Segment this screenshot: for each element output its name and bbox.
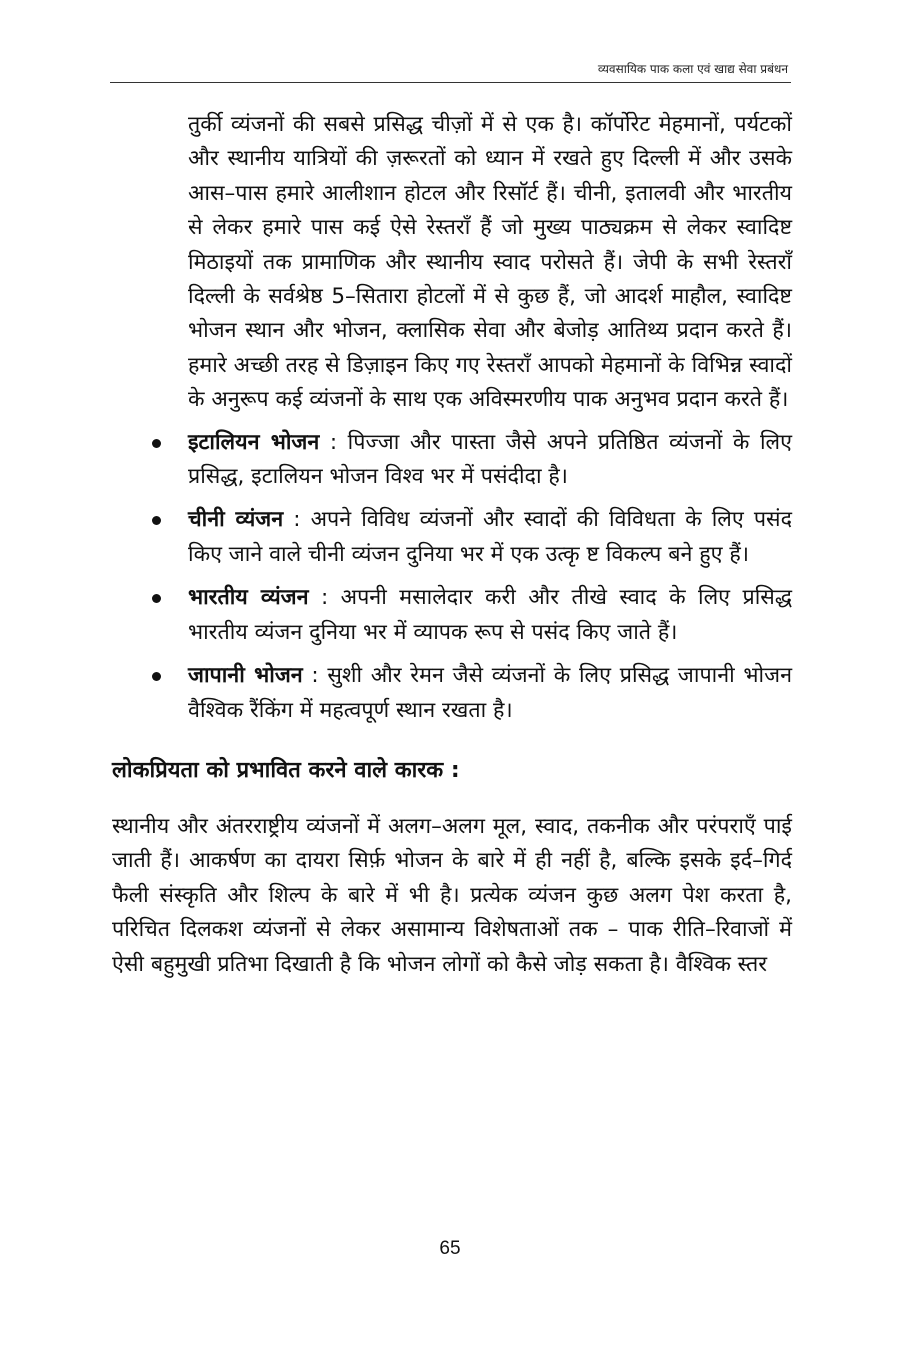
section-heading: लोकप्रियता को प्रभावित करने वाले कारक : (112, 757, 460, 783)
page-number: 65 (439, 1238, 461, 1259)
bullet-term: चीनी व्यंजन (188, 507, 284, 533)
bullet-dot-icon (152, 594, 161, 603)
list-item (112, 503, 792, 572)
bullet-dot-icon (152, 672, 161, 681)
bullet-dot-icon (152, 439, 161, 448)
bullet-text: : अपनी मसालेदार करी और तीखे स्वाद के लिए प्रसिद्ध भारतीय व्यंजन दुनिया भर में व्यापक रूप से पसंद किए जाते हैं। (188, 585, 792, 645)
list-item (112, 581, 792, 650)
bullet-text: : सुशी और रेमन जैसे व्यंजनों के लिए प्रसिद्ध जापानी भोजन वैश्विक रैंकिंग में महत्वपूर्ण स्थान रखता है। (188, 663, 793, 723)
bullet-text: : अपने विविध व्यंजनों और स्वादों की विविधता के लिए पसंद किए जाने वाले चीनी व्यंजन दुनिया भर में एक उत्कृ ष्ट विकल्प बने हुए हैं। (188, 507, 792, 567)
list-item (112, 659, 792, 728)
intro-paragraph: तुर्की व्यंजनों की सबसे प्रसिद्ध चीज़ों में से एक है। कॉर्पोरेट मेहमानों, पर्यटकों और स्थानीय यात्रियों की ज़रूरतों को ध्यान में रखते हुए दिल्ली में और उसके आस–पास हमारे आलीशान होटल और रिसॉर्ट हैं। चीनी, इतालवी और भारतीय से लेकर हमारे पास कई ऐसे रेस्तराँ हैं जो मुख्य पाठ्यक्रम से लेकर स्वादिष्ट मिठाइयों तक प्रामाणिक और स्थानीय स्वाद परोसते हैं। जेपी के सभी रेस्तराँ दिल्ली के सर्वश्रेष्ठ 5–सितारा होटलों में से कुछ हैं, जो आदर्श माहौल, स्वादिष्ट भोजन स्थान और भोजन, क्लासिक सेवा और बेजोड़ आतिथ्य प्रदान करते हैं। हमारे अच्छी तरह से डिज़ाइन किए गए रेस्तराँ आपको मेहमानों के विभिन्न स्वादों के अनुरूप कई व्यंजनों के साथ एक अविस्मरणीय पाक अनुभव प्रदान करते हैं। (188, 112, 792, 413)
header-divider (110, 82, 791, 83)
running-header: व्यवसायिक पाक कला एवं खाद्य सेवा प्रबंधन (597, 62, 788, 76)
bullet-term: जापानी भोजन (188, 663, 303, 689)
list-item (112, 426, 792, 495)
bullet-term: इटालियन भोजन (188, 429, 320, 455)
cuisine-bullet-list (112, 426, 792, 728)
body-paragraph: स्थानीय और अंतरराष्ट्रीय व्यंजनों में अलग–अलग मूल, स्वाद, तकनीक और परंपराएँ पाई जाती हैं। आकर्षण का दायरा सिर्फ़ भोजन के बारे में ही नहीं है, बल्कि इसके इर्द–गिर्द फैली संस्कृति और शिल्प के बारे में भी है। प्रत्येक व्यंजन कुछ अलग पेश करता है, परिचित दिलकश व्यंजनों से लेकर असामान्य विशेषताओं तक – पाक रीति–रिवाजों में ऐसी बहुमुखी प्रतिभा दिखाती है कि भोजन लोगों को कैसे जोड़ सकता है। वैश्विक स्तर (112, 813, 792, 977)
bullet-term: भारतीय व्यंजन (188, 585, 309, 611)
bullet-text: : पिज्जा और पास्ता जैसे अपने प्रतिष्ठित व्यंजनों के लिए प्रसिद्ध, इटालियन भोजन विश्व भर में पसंदीदा है। (188, 429, 792, 490)
page-content (112, 108, 792, 982)
bullet-dot-icon (152, 516, 161, 525)
